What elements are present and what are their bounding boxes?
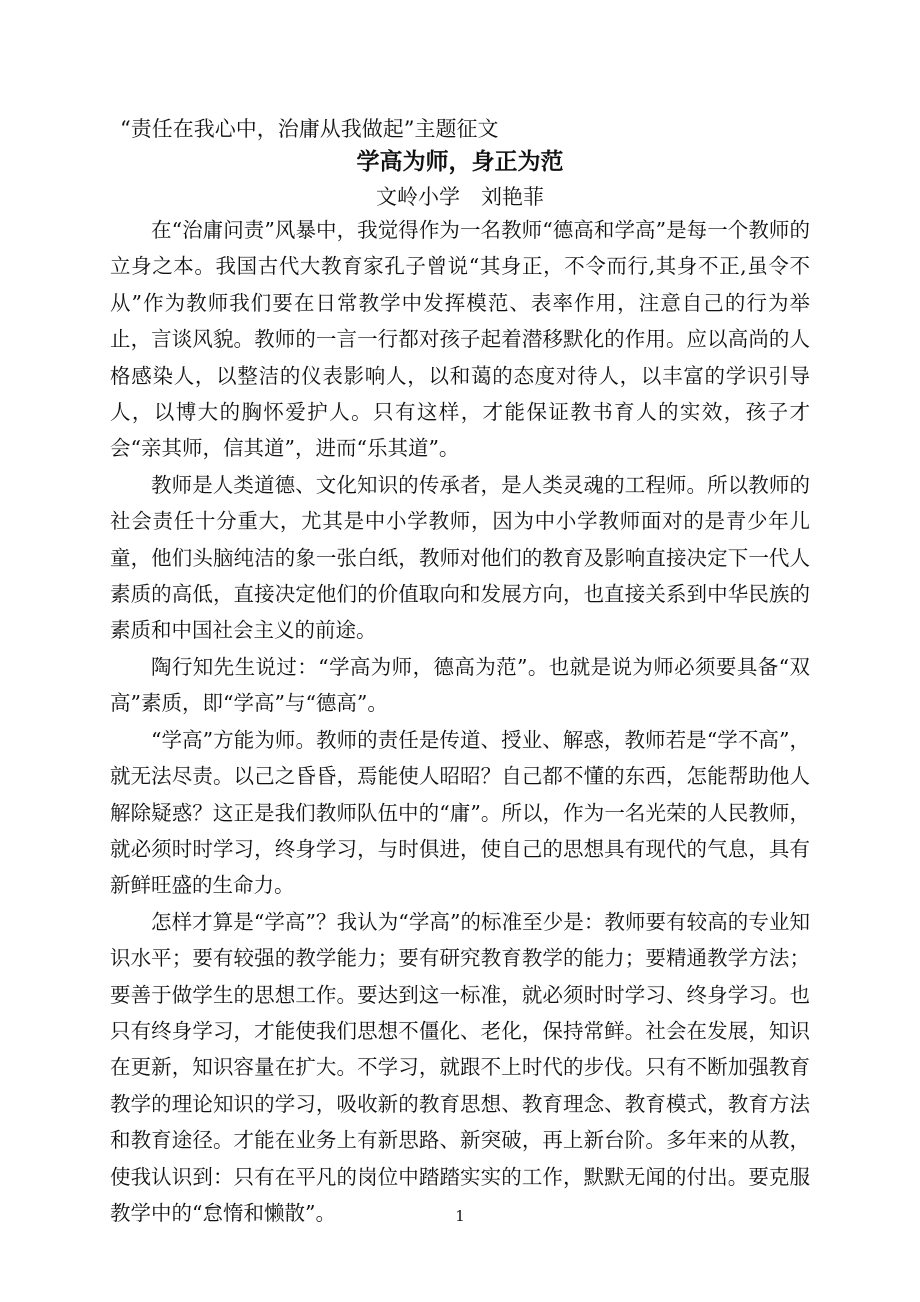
essay-body: [110, 212, 810, 1231]
page-number: 1: [455, 1207, 465, 1225]
paragraph-1: 在“治庸问责”风暴中，我觉得作为一名教师“德高和学高”是每一个教师的立身之本。我国古代大教育家孔子曾说“其身正，不令而行,其身不正,虽令不从”作为教师我们要在日常教学中发挥模范、表率作用，注意自己的行为举止，言谈风貌。教师的一言一行都对孩子起着潜移默化的作用。应以高尚的人格感染人，以整洁的仪表影响人，以和蔼的态度对待人，以丰富的学识引导人，以博大的胸怀爱护人。只有这样，才能保证教书育人的实效，孩子才会“亲其师，信其道”，进而“乐其道”。: [110, 218, 810, 461]
author-line: 文岭小学 刘艳菲: [376, 185, 544, 209]
theme-line: “责任在我心中，治庸从我做起”主题征文: [120, 117, 499, 141]
paragraph-3: 陶行知先生说过：“学高为师，德高为范”。也就是说为师必须要具备“双高”素质，即“学高”与“德高”。: [110, 654, 810, 716]
paragraph-4: “学高”方能为师。教师的责任是传道、授业、解惑，教师若是“学不高”，就无法尽责。以己之昏昏，焉能使人昭昭？自己都不懂的东西，怎能帮助他人解除疑惑？这正是我们教师队伍中的“庸”。所以，作为一名光荣的人民教师，就必须时时学习，终身学习，与时俱进，使自己的思想具有现代的气息，具有新鲜旺盛的生命力。: [110, 727, 810, 898]
paragraph-2: 教师是人类道德、文化知识的传承者，是人类灵魂的工程师。所以教师的社会责任十分重大，尤其是中小学教师，因为中小学教师面对的是青少年儿童，他们头脑纯洁的象一张白纸，教师对他们的教育及影响直接决定下一代人素质的高低，直接决定他们的价值取向和发展方向，也直接关系到中华民族的素质和中国社会主义的前途。: [110, 472, 810, 643]
page-title: 学高为师，身正为范: [356, 149, 564, 175]
paragraph-5: 怎样才算是“学高”？我认为“学高”的标准至少是：教师要有较高的专业知识水平；要有较强的教学能力；要有研究教育教学的能力；要精通教学方法；要善于做学生的思想工作。要达到这一标准，就必须时时学习、终身学习。也只有终身学习，才能使我们思想不僵化、老化，保持常鲜。社会在发展，知识在更新，知识容量在扩大。不学习，就跟不上时代的步伐。只有不断加强教育教学的理论知识的学习，吸收新的教育思想、教育理念、教育模式，教育方法和教育途径。才能在业务上有新思路、新突破，再上新台阶。多年来的从教，使我认识到：只有在平凡的岗位中踏踏实实的工作，默默无闻的付出。要克服教学中的“怠惰和懒散”。: [110, 909, 810, 1225]
